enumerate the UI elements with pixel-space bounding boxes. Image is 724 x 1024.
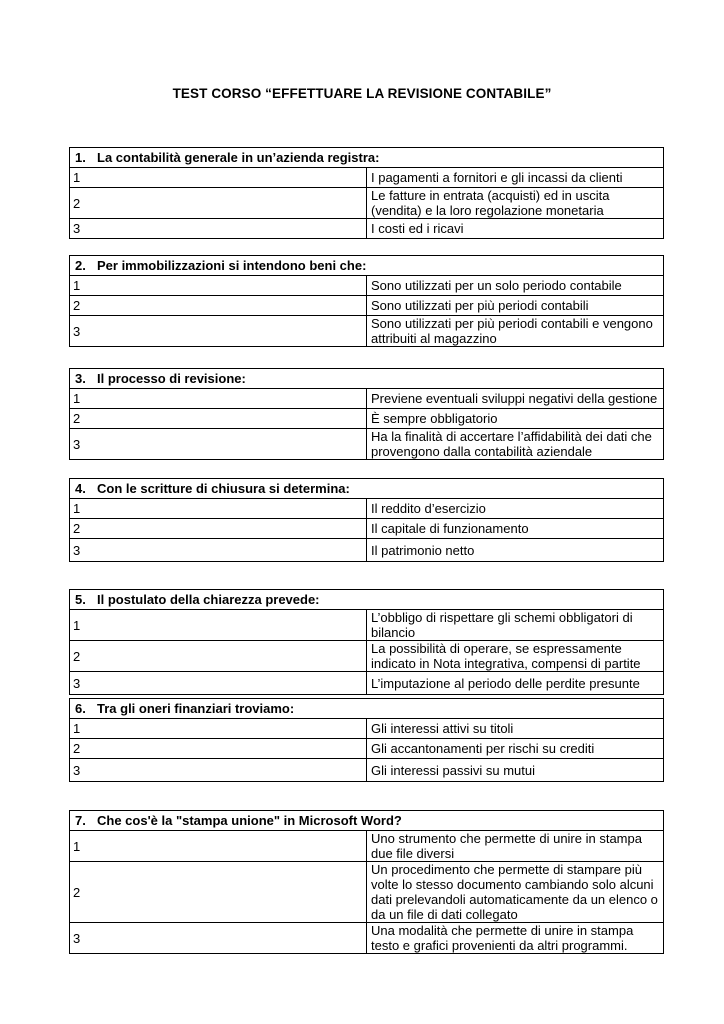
answer-text: La possibilità di operare, se espressamente indicato in Nota integrativa, compensi di partite [367,641,664,672]
question-text: La contabilità generale in un’azienda registra: [97,150,380,165]
answer-row [70,719,664,739]
answer-text: Una modalità che permette di unire in stampa testo e grafici provenienti da altri programmi. [367,923,664,954]
answer-number: 1 [70,610,367,641]
answer-text: Le fatture in entrata (acquisti) ed in uscita (vendita) e la loro regolazione monetaria [367,188,664,219]
answer-text: Sono utilizzati per un solo periodo contabile [367,276,664,296]
answer-number: 2 [70,862,367,923]
question-4-header [70,479,664,499]
answer-text: I costi ed i ricavi [367,219,664,239]
answer-number: 3 [70,219,367,239]
question-4-table [69,478,664,562]
answer-row [70,409,664,429]
answer-row [70,188,664,219]
answer-text: Uno strumento che permette di unire in stampa due file diversi [367,831,664,862]
answer-number: 2 [70,641,367,672]
answer-number: 3 [70,759,367,782]
question-text: Con le scritture di chiusura si determina: [97,481,350,496]
answer-row [70,499,664,519]
answer-row [70,296,664,316]
answer-row [70,429,664,460]
answer-row [70,923,664,954]
answer-number: 2 [70,409,367,429]
answer-number: 2 [70,188,367,219]
question-number: 6. [75,701,86,716]
answer-text: Sono utilizzati per più periodi contabili [367,296,664,316]
answer-text: Gli interessi passivi su mutui [367,759,664,782]
answer-number: 3 [70,429,367,460]
question-7-header [70,811,664,831]
question-number: 2. [75,258,86,273]
question-text: Tra gli oneri finanziari troviamo: [97,701,295,716]
answer-text: Il capitale di funzionamento [367,519,664,539]
answer-row [70,641,664,672]
answer-row [70,739,664,759]
question-2-header [70,256,664,276]
question-text: Che cos'è la "stampa unione" in Microsoft Word? [97,813,402,828]
answer-text: È sempre obbligatorio [367,409,664,429]
question-3-header [70,369,664,389]
question-number: 3. [75,371,86,386]
answer-text: I pagamenti a fornitori e gli incassi da clienti [367,168,664,188]
answer-number: 1 [70,389,367,409]
answer-row [70,219,664,239]
answer-row [70,610,664,641]
answer-row [70,759,664,782]
answer-text: Sono utilizzati per più periodi contabili e vengono attribuiti al magazzino [367,316,664,347]
answer-number: 1 [70,168,367,188]
question-text: Il processo di revisione: [97,371,246,386]
answer-text: Gli interessi attivi su titoli [367,719,664,739]
question-1-table [69,147,664,239]
answer-row [70,519,664,539]
answer-row [70,168,664,188]
answer-row [70,316,664,347]
answer-row [70,831,664,862]
question-3-table [69,368,664,460]
question-5-table [69,589,664,695]
answer-number: 1 [70,831,367,862]
question-6-header [70,699,664,719]
answer-number: 3 [70,316,367,347]
question-7-table [69,810,664,954]
document-title: TEST CORSO “EFFETTUARE LA REVISIONE CONTABILE” [172,86,552,101]
answer-text: L’imputazione al periodo delle perdite presunte [367,672,664,695]
question-number: 7. [75,813,86,828]
question-5-header [70,590,664,610]
question-number: 4. [75,481,86,496]
answer-row [70,672,664,695]
answer-number: 1 [70,276,367,296]
answer-text: Il patrimonio netto [367,539,664,562]
answer-text: Un procedimento che permette di stampare più volte lo stesso documento cambiando solo alcuni dati prelevandoli automaticamente da un elenco o da un file di dati collegato [367,862,664,923]
answer-text: Previene eventuali sviluppi negativi della gestione [367,389,664,409]
answer-text: Ha la finalità di accertare l’affidabilità dei dati che provengono dalla contabilità aziendale [367,429,664,460]
answer-text: Gli accantonamenti per rischi su crediti [367,739,664,759]
question-1-header [70,148,664,168]
question-number: 5. [75,592,86,607]
answer-row [70,862,664,923]
question-text: Il postulato della chiarezza prevede: [97,592,320,607]
answer-number: 3 [70,923,367,954]
answer-number: 3 [70,672,367,695]
answer-number: 1 [70,499,367,519]
answer-text: Il reddito d’esercizio [367,499,664,519]
question-number: 1. [75,150,86,165]
answer-number: 2 [70,739,367,759]
question-text: Per immobilizzazioni si intendono beni che: [97,258,367,273]
answer-row [70,539,664,562]
question-6-table [69,698,664,782]
answer-text: L’obbligo di rispettare gli schemi obbligatori di bilancio [367,610,664,641]
answer-number: 1 [70,719,367,739]
answer-number: 2 [70,519,367,539]
answer-number: 2 [70,296,367,316]
question-2-table [69,255,664,347]
answer-row [70,276,664,296]
answer-number: 3 [70,539,367,562]
answer-row [70,389,664,409]
